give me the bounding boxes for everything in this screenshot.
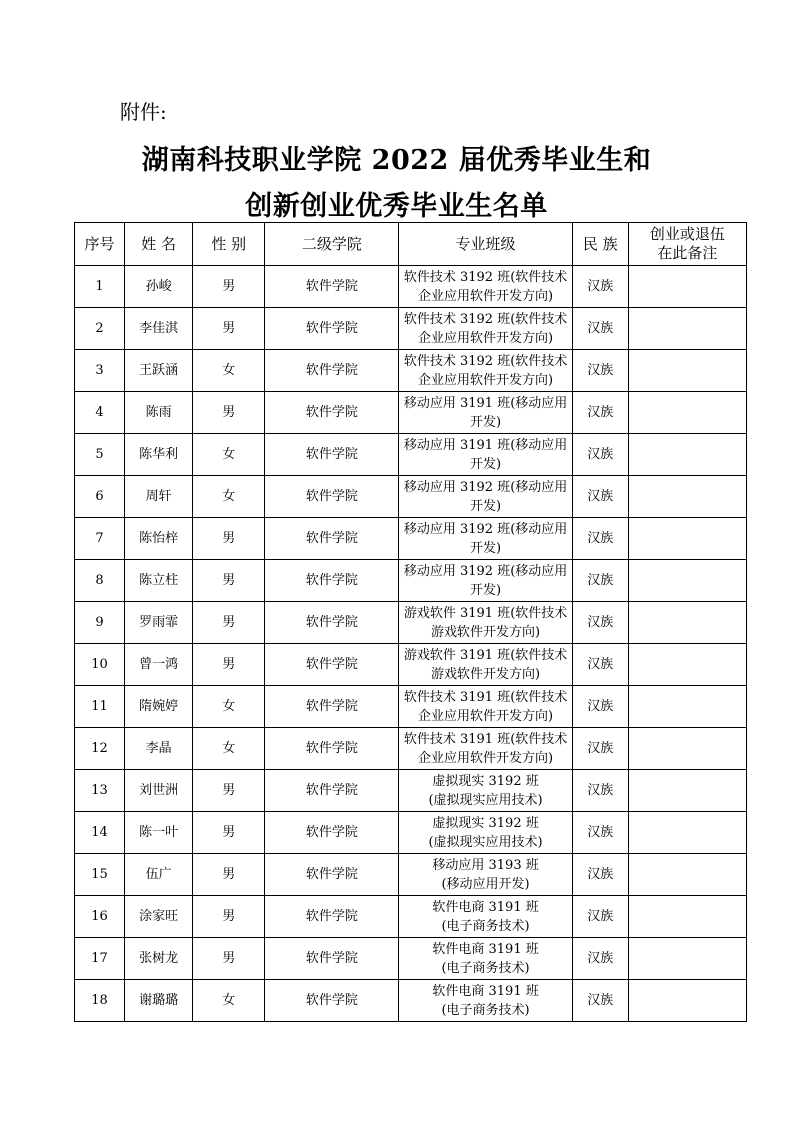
- cell-major-line-2: 游戏软件开发方向): [431, 624, 541, 640]
- header-row: [75, 223, 747, 266]
- cell-note: [628, 266, 746, 308]
- table-row: [75, 938, 747, 980]
- cell-no: 4: [75, 392, 125, 434]
- cell-major-line-1: 虚拟现实 3192 班: [432, 815, 539, 831]
- cell-gender: 男: [193, 854, 265, 896]
- cell-name: 隋婉婷: [125, 686, 193, 728]
- cell-ethnicity: 汉族: [572, 938, 628, 980]
- cell-ethnicity: 汉族: [572, 728, 628, 770]
- cell-note: [628, 854, 746, 896]
- cell-name: 李晶: [125, 728, 193, 770]
- cell-major: [399, 686, 572, 728]
- cell-gender: 男: [193, 392, 265, 434]
- cell-no: 6: [75, 476, 125, 518]
- cell-no: 12: [75, 728, 125, 770]
- cell-ethnicity: 汉族: [572, 266, 628, 308]
- cell-ethnicity: 汉族: [572, 770, 628, 812]
- cell-name: 伍广: [125, 854, 193, 896]
- cell-no: 5: [75, 434, 125, 476]
- cell-gender: 男: [193, 560, 265, 602]
- cell-college: 软件学院: [265, 770, 399, 812]
- cell-major: [399, 476, 572, 518]
- cell-ethnicity: 汉族: [572, 854, 628, 896]
- cell-major-line-2: (电子商务技术): [441, 918, 530, 934]
- cell-no: 8: [75, 560, 125, 602]
- cell-no: 1: [75, 266, 125, 308]
- cell-ethnicity: 汉族: [572, 560, 628, 602]
- cell-note: [628, 770, 746, 812]
- table-row: [75, 686, 747, 728]
- cell-major: [399, 560, 572, 602]
- cell-gender: 女: [193, 980, 265, 1022]
- cell-name: 陈怡梓: [125, 518, 193, 560]
- cell-name: 张树龙: [125, 938, 193, 980]
- header-note: [628, 223, 746, 266]
- table-row: [75, 728, 747, 770]
- cell-major: [399, 770, 572, 812]
- header-ethnicity: 民 族: [572, 223, 628, 266]
- cell-gender: 女: [193, 350, 265, 392]
- cell-no: 17: [75, 938, 125, 980]
- cell-college: 软件学院: [265, 854, 399, 896]
- table-header: [75, 223, 747, 266]
- cell-name: 陈立柱: [125, 560, 193, 602]
- cell-major: [399, 308, 572, 350]
- cell-major: [399, 644, 572, 686]
- cell-major-line-1: 游戏软件 3191 班(软件技术: [403, 605, 568, 621]
- cell-college: 软件学院: [265, 476, 399, 518]
- cell-gender: 男: [193, 644, 265, 686]
- cell-college: 软件学院: [265, 980, 399, 1022]
- cell-college: 软件学院: [265, 518, 399, 560]
- cell-gender: 男: [193, 896, 265, 938]
- cell-college: 软件学院: [265, 812, 399, 854]
- table-body: [75, 266, 747, 1022]
- cell-major-line-1: 软件电商 3191 班: [432, 899, 539, 915]
- cell-major-line-2: 开发): [470, 540, 502, 556]
- cell-note: [628, 476, 746, 518]
- cell-no: 16: [75, 896, 125, 938]
- cell-college: 软件学院: [265, 644, 399, 686]
- cell-college: 软件学院: [265, 560, 399, 602]
- cell-name: 王跃涵: [125, 350, 193, 392]
- cell-college: 软件学院: [265, 602, 399, 644]
- table-row: [75, 980, 747, 1022]
- attachment-label: 附件:: [120, 100, 167, 124]
- cell-major: [399, 896, 572, 938]
- table-row: [75, 896, 747, 938]
- cell-note: [628, 602, 746, 644]
- cell-name: 孙峻: [125, 266, 193, 308]
- cell-college: 软件学院: [265, 392, 399, 434]
- cell-major-line-2: 企业应用软件开发方向): [418, 288, 554, 304]
- document-title-line-2: 创新创业优秀毕业生名单: [245, 191, 548, 222]
- cell-note: [628, 896, 746, 938]
- cell-major-line-2: (电子商务技术): [441, 1002, 530, 1018]
- cell-gender: 男: [193, 602, 265, 644]
- cell-major-line-2: 开发): [470, 498, 502, 514]
- cell-ethnicity: 汉族: [572, 896, 628, 938]
- cell-major-line-2: 企业应用软件开发方向): [418, 372, 554, 388]
- cell-name: 陈华利: [125, 434, 193, 476]
- cell-major-line-1: 移动应用 3193 班: [432, 857, 539, 873]
- cell-major-line-1: 移动应用 3191 班(移动应用: [403, 395, 568, 411]
- cell-note: [628, 308, 746, 350]
- header-note-line-2: 在此备注: [657, 244, 718, 262]
- cell-note: [628, 350, 746, 392]
- header-major: 专业班级: [399, 223, 572, 266]
- cell-major-line-2: 开发): [470, 414, 502, 430]
- cell-ethnicity: 汉族: [572, 392, 628, 434]
- cell-gender: 女: [193, 476, 265, 518]
- cell-major-line-1: 软件电商 3191 班: [432, 941, 539, 957]
- cell-ethnicity: 汉族: [572, 476, 628, 518]
- cell-major: [399, 392, 572, 434]
- cell-major-line-1: 游戏软件 3191 班(软件技术: [403, 647, 568, 663]
- cell-no: 2: [75, 308, 125, 350]
- cell-gender: 男: [193, 308, 265, 350]
- table-row: [75, 560, 747, 602]
- cell-note: [628, 434, 746, 476]
- cell-major-line-1: 软件技术 3192 班(软件技术: [403, 353, 568, 369]
- cell-note: [628, 686, 746, 728]
- cell-major-line-1: 软件技术 3192 班(软件技术: [403, 311, 568, 327]
- cell-major: [399, 938, 572, 980]
- cell-major-line-2: (移动应用开发): [441, 876, 530, 892]
- table-row: [75, 350, 747, 392]
- cell-no: 18: [75, 980, 125, 1022]
- cell-gender: 男: [193, 518, 265, 560]
- cell-ethnicity: 汉族: [572, 518, 628, 560]
- table-row: [75, 308, 747, 350]
- cell-name: 刘世洲: [125, 770, 193, 812]
- cell-gender: 男: [193, 812, 265, 854]
- cell-major: [399, 434, 572, 476]
- cell-major-line-2: 企业应用软件开发方向): [418, 708, 554, 724]
- cell-major-line-2: (虚拟现实应用技术): [428, 834, 543, 850]
- cell-gender: 男: [193, 938, 265, 980]
- cell-major-line-2: 开发): [470, 582, 502, 598]
- cell-note: [628, 812, 746, 854]
- cell-major: [399, 350, 572, 392]
- cell-major-line-2: 企业应用软件开发方向): [418, 330, 554, 346]
- cell-no: 9: [75, 602, 125, 644]
- cell-gender: 女: [193, 434, 265, 476]
- cell-name: 谢璐璐: [125, 980, 193, 1022]
- table-row: [75, 266, 747, 308]
- cell-major-line-1: 移动应用 3192 班(移动应用: [403, 563, 568, 579]
- cell-note: [628, 392, 746, 434]
- cell-no: 3: [75, 350, 125, 392]
- document-title-line-1: 湖南科技职业学院 2022 届优秀毕业生和: [141, 145, 652, 176]
- cell-college: 软件学院: [265, 686, 399, 728]
- cell-name: 陈一叶: [125, 812, 193, 854]
- table-row: [75, 518, 747, 560]
- cell-name: 曾一鸿: [125, 644, 193, 686]
- cell-college: 软件学院: [265, 728, 399, 770]
- cell-no: 10: [75, 644, 125, 686]
- cell-gender: 男: [193, 770, 265, 812]
- cell-note: [628, 560, 746, 602]
- cell-major: [399, 266, 572, 308]
- cell-college: 软件学院: [265, 350, 399, 392]
- cell-note: [628, 644, 746, 686]
- cell-major-line-1: 虚拟现实 3192 班: [432, 773, 539, 789]
- cell-no: 13: [75, 770, 125, 812]
- graduate-list-table: [74, 222, 747, 1022]
- header-name: 姓 名: [125, 223, 193, 266]
- cell-college: 软件学院: [265, 434, 399, 476]
- cell-note: [628, 980, 746, 1022]
- cell-ethnicity: 汉族: [572, 812, 628, 854]
- table-row: [75, 434, 747, 476]
- cell-ethnicity: 汉族: [572, 980, 628, 1022]
- table-row: [75, 770, 747, 812]
- table-row: [75, 476, 747, 518]
- cell-major: [399, 980, 572, 1022]
- cell-major: [399, 728, 572, 770]
- cell-gender: 男: [193, 266, 265, 308]
- cell-ethnicity: 汉族: [572, 644, 628, 686]
- cell-ethnicity: 汉族: [572, 308, 628, 350]
- cell-name: 周轩: [125, 476, 193, 518]
- cell-major: [399, 812, 572, 854]
- cell-major-line-1: 移动应用 3192 班(移动应用: [403, 479, 568, 495]
- cell-major-line-1: 软件技术 3192 班(软件技术: [403, 269, 568, 285]
- cell-no: 14: [75, 812, 125, 854]
- header-college: 二级学院: [265, 223, 399, 266]
- cell-note: [628, 518, 746, 560]
- cell-ethnicity: 汉族: [572, 602, 628, 644]
- cell-college: 软件学院: [265, 266, 399, 308]
- cell-major: [399, 854, 572, 896]
- cell-major-line-1: 软件技术 3191 班(软件技术: [403, 731, 568, 747]
- header-gender: 性 别: [193, 223, 265, 266]
- cell-major-line-2: 开发): [470, 456, 502, 472]
- cell-name: 罗雨霏: [125, 602, 193, 644]
- cell-ethnicity: 汉族: [572, 686, 628, 728]
- cell-note: [628, 938, 746, 980]
- cell-major-line-2: 游戏软件开发方向): [431, 666, 541, 682]
- cell-no: 7: [75, 518, 125, 560]
- cell-major-line-1: 移动应用 3192 班(移动应用: [403, 521, 568, 537]
- cell-no: 15: [75, 854, 125, 896]
- cell-no: 11: [75, 686, 125, 728]
- header-no: 序号: [75, 223, 125, 266]
- table-row: [75, 812, 747, 854]
- cell-gender: 女: [193, 728, 265, 770]
- cell-college: 软件学院: [265, 308, 399, 350]
- cell-major-line-1: 移动应用 3191 班(移动应用: [403, 437, 568, 453]
- cell-ethnicity: 汉族: [572, 350, 628, 392]
- header-note-line-1: 创业或退伍: [649, 225, 725, 243]
- cell-name: 涂家旺: [125, 896, 193, 938]
- cell-gender: 女: [193, 686, 265, 728]
- cell-major: [399, 602, 572, 644]
- table-row: [75, 602, 747, 644]
- cell-name: 李佳淇: [125, 308, 193, 350]
- cell-major-line-1: 软件电商 3191 班: [432, 983, 539, 999]
- cell-major: [399, 518, 572, 560]
- cell-major-line-2: (虚拟现实应用技术): [428, 792, 543, 808]
- cell-college: 软件学院: [265, 938, 399, 980]
- cell-college: 软件学院: [265, 896, 399, 938]
- table-row: [75, 392, 747, 434]
- cell-name: 陈雨: [125, 392, 193, 434]
- cell-note: [628, 728, 746, 770]
- cell-ethnicity: 汉族: [572, 434, 628, 476]
- cell-major-line-2: 企业应用软件开发方向): [418, 750, 554, 766]
- table-row: [75, 644, 747, 686]
- table-row: [75, 854, 747, 896]
- cell-major-line-2: (电子商务技术): [441, 960, 530, 976]
- cell-major-line-1: 软件技术 3191 班(软件技术: [403, 689, 568, 705]
